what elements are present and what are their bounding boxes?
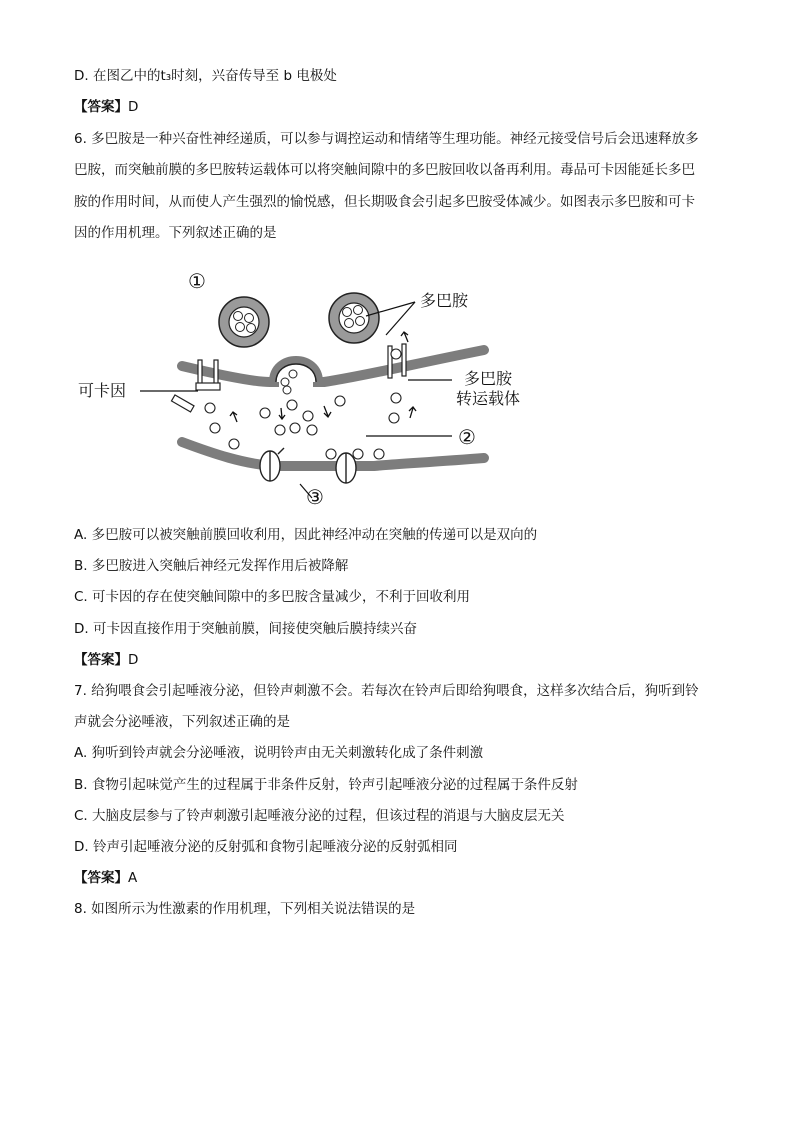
q7-answer-line xyxy=(74,868,137,888)
receptor-left xyxy=(260,448,284,481)
q7-stem-line-2: 声就会分泌唾液，下列叙述正确的是 xyxy=(74,714,290,730)
q7-stem-line-1: 7. 给狗喂食会引起唾液分泌，但铃声刺激不会。若每次在铃声后即给狗喂食，这样多次结合后，狗听到铃 xyxy=(74,683,699,699)
q6-option-c: C. 可卡因的存在使突触间隙中的多巴胺含量减少，不利于回收利用 xyxy=(74,589,471,605)
prev-answer-line xyxy=(74,97,138,117)
answer-value: A xyxy=(128,870,138,886)
q6-option-b: B. 多巴胺进入突触后神经元发挥作用后被降解 xyxy=(74,558,349,574)
label-cocaine: 可卡因 xyxy=(78,381,127,400)
q6-stem-line-2: 巴胺，而突触前膜的多巴胺转运载体可以将突触间隙中的多巴胺回收以备再利用。毒品可卡因能延长多巴 xyxy=(74,162,695,178)
presynaptic-membrane xyxy=(182,350,484,382)
vesicle-right xyxy=(329,293,379,343)
label-transporter-line-1: 多巴胺 xyxy=(464,369,513,388)
receptor-right xyxy=(336,453,356,483)
q6-option-a: A. 多巴胺可以被突触前膜回收利用，因此神经冲动在突触的传递可以是双向的 xyxy=(74,527,538,543)
cocaine-molecule xyxy=(171,395,194,412)
q7-option-d: D. 铃声引起唾液分泌的反射弧和食物引起唾液分泌的反射弧相同 xyxy=(74,839,458,855)
q7-option-c: C. 大脑皮层参与了铃声刺激引起唾液分泌的过程，但该过程的消退与大脑皮层无关 xyxy=(74,808,565,824)
q8-stem: 8. 如图所示为性激素的作用机理，下列相关说法错误的是 xyxy=(74,901,416,917)
label-dopamine: 多巴胺 xyxy=(420,291,469,310)
q6-answer-line xyxy=(74,650,138,670)
diagram-label-2: ② xyxy=(458,425,476,449)
label-transporter-line-2: 转运载体 xyxy=(456,389,521,408)
prev-option-d: D. 在图乙中的t₃时刻，兴奋传导至 b 电极处 xyxy=(74,68,337,84)
q6-option-d: D. 可卡因直接作用于突触前膜，间接使突触后膜持续兴奋 xyxy=(74,621,417,637)
q6-stem-line-1: 6. 多巴胺是一种兴奋性神经递质，可以参与调控运动和情绪等生理功能。神经元接受信号后会迅速释放多 xyxy=(74,131,699,147)
answer-tag: 【答案】 xyxy=(74,870,128,886)
q6-stem-line-4: 因的作用机理。下列叙述正确的是 xyxy=(74,225,277,241)
answer-value: D xyxy=(128,99,139,115)
vesicle-left xyxy=(219,297,269,347)
diagram-label-1: ① xyxy=(188,269,206,293)
q6-stem-line-3: 胺的作用时间，从而使人产生强烈的愉悦感，但长期吸食会引起多巴胺受体减少。如图表示多巴胺和可卡 xyxy=(74,194,695,210)
answer-tag: 【答案】 xyxy=(74,652,128,668)
q7-option-a: A. 狗听到铃声就会分泌唾液，说明铃声由无关刺激转化成了条件刺激 xyxy=(74,745,484,761)
answer-tag: 【答案】 xyxy=(74,99,128,115)
fusing-vesicle xyxy=(276,364,316,394)
q7-option-b: B. 食物引起味觉产生的过程属于非条件反射，铃声引起唾液分泌的过程属于条件反射 xyxy=(74,777,578,793)
diagram-label-3: ③ xyxy=(306,485,324,509)
answer-value: D xyxy=(128,652,139,668)
synapse-diagram xyxy=(74,258,554,520)
